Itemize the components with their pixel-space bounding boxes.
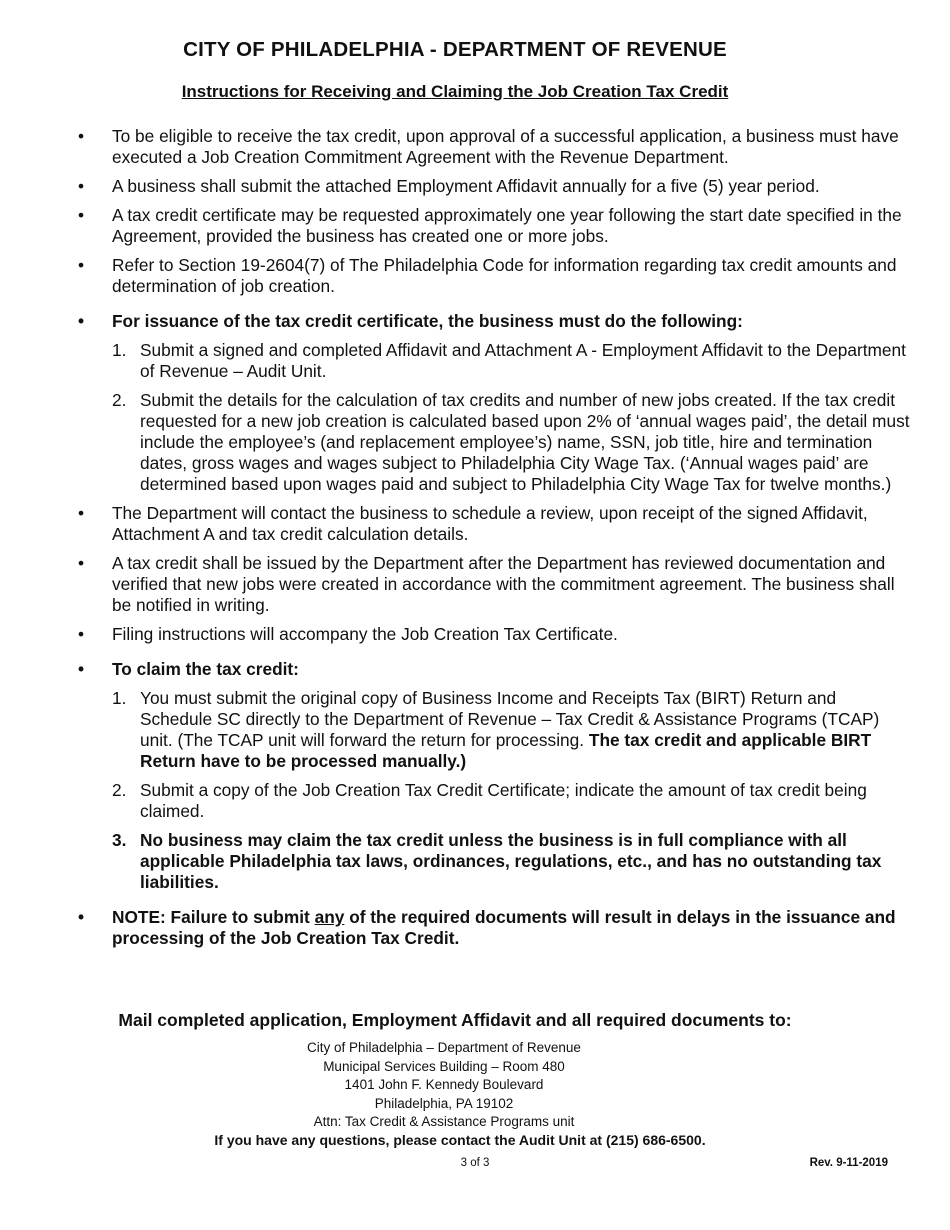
issuance-step: 1. Submit a signed and completed Affidavit and Attachment A - Employment Affidavit to the Department of Revenue – Audit Unit. xyxy=(112,340,906,381)
list-item: • The Department will contact the business to schedule a review, upon receipt of the signed Affidavit, Attachment A and tax credit calculation details. xyxy=(78,503,868,544)
claim-step: 2. Submit a copy of the Job Creation Tax Credit Certificate; indicate the amount of tax credit being claimed. xyxy=(112,780,867,821)
address-line: 1401 John F. Kennedy Boulevard xyxy=(344,1077,544,1093)
page-title: CITY OF PHILADELPHIA - DEPARTMENT OF REVENUE xyxy=(183,38,727,61)
issuance-heading: • For issuance of the tax credit certificate, the business must do the following: xyxy=(78,311,743,331)
bullet-icon: • xyxy=(78,503,85,523)
list-item: • A tax credit certificate may be requested approximately one year following the start date specified in the Agreement, provided the business has created one or more jobs. xyxy=(78,205,902,246)
instructions-list xyxy=(72,126,912,957)
bullet-icon: • xyxy=(78,659,85,679)
note-item: • NOTE: Failure to submit any of the required documents will result in delays in the issuance and processing of the Job Creation Tax Credit. xyxy=(78,907,896,948)
bullet-icon: • xyxy=(78,255,85,275)
list-item: • A tax credit shall be issued by the Department after the Department has reviewed documentation and verified that new jobs were created in accordance with the commitment agreement. The business shall be notified in writing. xyxy=(78,553,895,615)
revision-date: Rev. 9-11-2019 xyxy=(809,1157,888,1169)
bullet-icon: • xyxy=(78,907,85,927)
claim-step: 1. You must submit the original copy of Business Income and Receipts Tax (BIRT) Return and Schedule SC directly to the Department of Revenue – Tax Credit & Assistance Programs (TCAP) unit. (The TCAP unit will forward the return for processing. The tax credit and applicable BIRT Return have to be processed manually.) xyxy=(112,688,880,771)
mail-heading: Mail completed application, Employment Affidavit and all required documents to: xyxy=(118,1010,792,1030)
bullet-icon: • xyxy=(78,624,85,644)
claim-step: 3. No business may claim the tax credit unless the business is in full compliance with all applicable Philadelphia tax laws, ordinances, regulations, etc., and has no outstanding tax liabilities. xyxy=(112,830,882,892)
list-item: • To be eligible to receive the tax credit, upon approval of a successful application, a business must have executed a Job Creation Commitment Agreement with the Revenue Department. xyxy=(78,126,899,167)
page-subtitle: Instructions for Receiving and Claiming the Job Creation Tax Credit xyxy=(181,82,729,101)
issuance-step: 2. Submit the details for the calculation of tax credits and number of new jobs created. If the tax credit requested for a new job creation is calculated based upon 2% of ‘annual wages paid’, the detail must include the employee’s (and replacement employee’s) name, SSN, job title, hire and termination dates, gross wages and wages subject to Philadelphia City Wage Tax. (‘Annual wages paid’ are determined based upon wages paid and subject to Philadelphia City Wage Tax for twelve months.) xyxy=(112,390,910,494)
bullet-icon: • xyxy=(78,311,85,331)
address-line: Attn: Tax Credit & Assistance Programs unit xyxy=(313,1114,575,1130)
list-item: • Refer to Section 19-2604(7) of The Philadelphia Code for information regarding tax credit amounts and determination of job creation. xyxy=(78,255,897,296)
bullet-icon: • xyxy=(78,553,85,573)
address-line: Municipal Services Building – Room 480 xyxy=(323,1058,565,1074)
claim-heading: • To claim the tax credit: xyxy=(78,659,299,679)
bullet-icon: • xyxy=(78,176,85,196)
address-line: Philadelphia, PA 19102 xyxy=(374,1095,514,1111)
bullet-icon: • xyxy=(78,205,85,225)
bullet-icon: • xyxy=(78,126,85,146)
list-item: • Filing instructions will accompany the Job Creation Tax Certificate. xyxy=(78,624,618,644)
contact-line: If you have any questions, please contact the Audit Unit at (215) 686-6500. xyxy=(214,1132,706,1148)
list-item: • A business shall submit the attached Employment Affidavit annually for a five (5) year period. xyxy=(78,176,820,196)
mailing-address xyxy=(0,1039,888,1132)
page-number: 3 of 3 xyxy=(460,1157,490,1169)
address-line: City of Philadelphia – Department of Revenue xyxy=(307,1040,581,1055)
